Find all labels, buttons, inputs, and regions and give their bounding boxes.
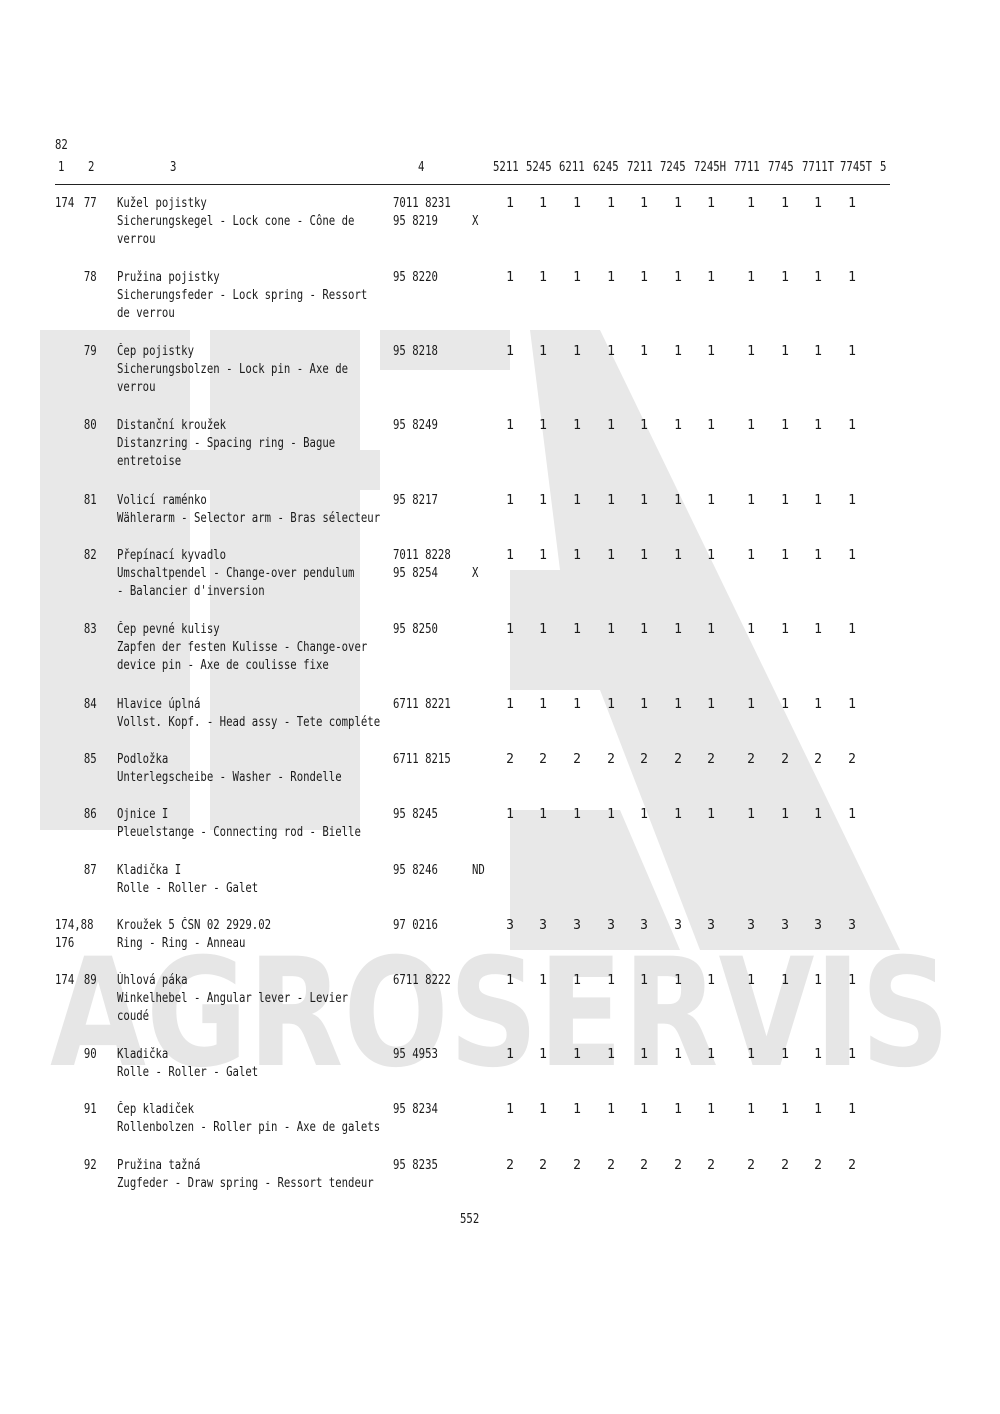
model-header: 7711 <box>734 160 760 175</box>
group-number: 174 <box>55 196 75 211</box>
quantity-cell: 2 <box>573 1158 581 1173</box>
quantity-cell: 1 <box>747 1047 755 1062</box>
column-header-2: 2 <box>88 160 95 175</box>
quantity-cell: 1 <box>814 548 822 563</box>
part-number: 6711 8222 <box>393 973 451 988</box>
part-name-translations-cont: coudé <box>117 1009 150 1024</box>
quantity-cell: 1 <box>640 270 648 285</box>
part-number: 95 8245 <box>393 807 438 822</box>
quantity-cell: 1 <box>640 418 648 433</box>
table-row <box>0 547 1000 607</box>
quantity-cell: 1 <box>640 1102 648 1117</box>
quantity-cell: 1 <box>747 270 755 285</box>
part-number: 95 8217 <box>393 493 438 508</box>
part-number: 95 8234 <box>393 1102 438 1117</box>
position-number: 84 <box>84 697 97 712</box>
quantity-cell: 2 <box>781 1158 789 1173</box>
part-name-czech: Pružina tažná <box>117 1158 201 1173</box>
quantity-cell: 1 <box>747 697 755 712</box>
quantity-cell: 1 <box>506 973 514 988</box>
quantity-cell: 1 <box>607 973 615 988</box>
quantity-cell: 1 <box>707 418 715 433</box>
quantity-cell: 1 <box>781 344 789 359</box>
quantity-cell: 1 <box>506 196 514 211</box>
quantity-cell: 1 <box>781 973 789 988</box>
quantity-cell: 1 <box>539 622 547 637</box>
position-number: 92 <box>84 1158 97 1173</box>
quantity-cell: 1 <box>607 697 615 712</box>
quantity-cell: 2 <box>539 752 547 767</box>
table-row <box>0 195 1000 255</box>
quantity-cell: 1 <box>848 697 856 712</box>
quantity-cell: 1 <box>814 973 822 988</box>
part-name-czech: Volicí raménko <box>117 493 207 508</box>
part-number: 97 0216 <box>393 918 438 933</box>
quantity-cell: 1 <box>607 418 615 433</box>
quantity-cell: 1 <box>607 807 615 822</box>
header-rule <box>55 184 890 185</box>
part-number: 95 8246 <box>393 863 438 878</box>
quantity-cell: 1 <box>539 344 547 359</box>
position-number: 79 <box>84 344 97 359</box>
quantity-cell: 1 <box>573 697 581 712</box>
quantity-cell: 1 <box>573 493 581 508</box>
position-number: 91 <box>84 1102 97 1117</box>
quantity-cell: 1 <box>674 1102 682 1117</box>
quantity-cell: 1 <box>506 270 514 285</box>
quantity-cell: 1 <box>607 1047 615 1062</box>
quantity-cell: 1 <box>747 196 755 211</box>
quantity-cell: 1 <box>640 973 648 988</box>
part-name-translations: Unterlegscheibe - Washer - Rondelle <box>117 770 342 785</box>
quantity-cell: 2 <box>506 1158 514 1173</box>
table-row <box>0 1157 1000 1217</box>
model-header: 7245H <box>694 160 727 175</box>
quantity-cell: 1 <box>707 1047 715 1062</box>
quantity-cell: 1 <box>848 973 856 988</box>
quantity-cell: 2 <box>814 752 822 767</box>
quantity-cell: 1 <box>781 418 789 433</box>
quantity-cell: 3 <box>506 918 514 933</box>
quantity-cell: 1 <box>539 270 547 285</box>
part-name-translations: Rollenbolzen - Roller pin - Axe de galets <box>117 1120 381 1135</box>
table-row <box>0 343 1000 403</box>
part-note: X <box>472 214 479 229</box>
page-number-top: 82 <box>55 138 68 153</box>
position-number: 90 <box>84 1047 97 1062</box>
quantity-cell: 1 <box>747 973 755 988</box>
quantity-cell: 1 <box>814 1047 822 1062</box>
part-name-czech: Přepínací kyvadlo <box>117 548 227 563</box>
quantity-cell: 1 <box>573 973 581 988</box>
quantity-cell: 1 <box>506 1047 514 1062</box>
quantity-cell: 1 <box>781 1102 789 1117</box>
quantity-cell: 1 <box>707 622 715 637</box>
page-number-bottom: 552 <box>460 1212 480 1227</box>
part-name-czech: Čep pevné kulisy <box>117 622 220 637</box>
column-header-4: 4 <box>418 160 425 175</box>
quantity-cell: 1 <box>747 548 755 563</box>
quantity-cell: 3 <box>573 918 581 933</box>
part-name-czech: Distanční kroužek <box>117 418 227 433</box>
quantity-cell: 1 <box>674 973 682 988</box>
quantity-cell: 1 <box>814 697 822 712</box>
part-name-translations: Pleuelstange - Connecting rod - Bielle <box>117 825 361 840</box>
quantity-cell: 1 <box>607 1102 615 1117</box>
quantity-cell: 1 <box>707 548 715 563</box>
quantity-cell: 1 <box>607 548 615 563</box>
part-number: 95 8220 <box>393 270 438 285</box>
part-name-translations: Zugfeder - Draw spring - Ressort tendeur <box>117 1176 374 1191</box>
quantity-cell: 1 <box>848 344 856 359</box>
quantity-cell: 1 <box>707 697 715 712</box>
quantity-cell: 1 <box>640 344 648 359</box>
part-number: 7011 8231 <box>393 196 451 211</box>
quantity-cell: 1 <box>573 344 581 359</box>
part-name-translations-cont: - Balancier d'inversion <box>117 584 265 599</box>
part-name-czech: Kladička <box>117 1047 169 1062</box>
quantity-cell: 1 <box>607 196 615 211</box>
quantity-cell: 1 <box>814 1102 822 1117</box>
part-name-translations: Ring - Ring - Anneau <box>117 936 246 951</box>
quantity-cell: 3 <box>781 918 789 933</box>
quantity-cell: 1 <box>607 344 615 359</box>
quantity-cell: 3 <box>674 918 682 933</box>
quantity-cell: 1 <box>781 493 789 508</box>
quantity-cell: 1 <box>573 418 581 433</box>
table-row <box>0 492 1000 552</box>
part-name-czech: Podložka <box>117 752 169 767</box>
quantity-cell: 1 <box>539 418 547 433</box>
part-name-translations-cont: device pin - Axe de coulisse fixe <box>117 658 329 673</box>
quantity-cell: 2 <box>607 752 615 767</box>
part-name-translations: Sicherungsfeder - Lock spring - Ressort <box>117 288 368 303</box>
part-number-alt: 95 8254 <box>393 566 438 581</box>
model-header: 7745T <box>840 160 873 175</box>
column-header-5: 5 <box>880 160 887 175</box>
quantity-cell: 1 <box>781 270 789 285</box>
model-header: 5245 <box>526 160 552 175</box>
quantity-cell: 3 <box>539 918 547 933</box>
table-row <box>0 417 1000 477</box>
quantity-cell: 1 <box>506 622 514 637</box>
table-row <box>0 696 1000 756</box>
quantity-cell: 1 <box>814 622 822 637</box>
quantity-cell: 1 <box>848 196 856 211</box>
quantity-cell: 1 <box>539 1047 547 1062</box>
quantity-cell: 1 <box>539 493 547 508</box>
quantity-cell: 1 <box>506 548 514 563</box>
quantity-cell: 1 <box>814 270 822 285</box>
group-number-line2: 176 <box>55 936 75 951</box>
part-name-translations-cont: verrou <box>117 380 156 395</box>
quantity-cell: 1 <box>707 344 715 359</box>
position-number: 80 <box>84 418 97 433</box>
quantity-cell: 1 <box>674 1047 682 1062</box>
quantity-cell: 1 <box>539 196 547 211</box>
quantity-cell: 2 <box>747 1158 755 1173</box>
quantity-cell: 2 <box>640 1158 648 1173</box>
quantity-cell: 1 <box>848 1047 856 1062</box>
quantity-cell: 1 <box>781 548 789 563</box>
position-number: 78 <box>84 270 97 285</box>
quantity-cell: 2 <box>674 1158 682 1173</box>
quantity-cell: 1 <box>848 548 856 563</box>
table-row <box>0 862 1000 922</box>
quantity-cell: 1 <box>747 493 755 508</box>
quantity-cell: 1 <box>506 1102 514 1117</box>
part-name-czech: Úhlová páka <box>117 973 188 988</box>
part-number: 95 8235 <box>393 1158 438 1173</box>
quantity-cell: 1 <box>781 1047 789 1062</box>
quantity-cell: 1 <box>747 807 755 822</box>
column-header-3: 3 <box>170 160 177 175</box>
model-header: 7745 <box>768 160 794 175</box>
quantity-cell: 1 <box>814 418 822 433</box>
part-number-alt: 95 8219 <box>393 214 438 229</box>
part-number: 95 4953 <box>393 1047 438 1062</box>
quantity-cell: 1 <box>607 493 615 508</box>
quantity-cell: 1 <box>848 622 856 637</box>
position-number: 81 <box>84 493 97 508</box>
quantity-cell: 1 <box>747 622 755 637</box>
quantity-cell: 1 <box>707 973 715 988</box>
part-name-translations: Zapfen der festen Kulisse - Change-over <box>117 640 368 655</box>
quantity-cell: 1 <box>539 548 547 563</box>
quantity-cell: 1 <box>640 807 648 822</box>
quantity-cell: 2 <box>674 752 682 767</box>
quantity-cell: 3 <box>607 918 615 933</box>
quantity-cell: 3 <box>848 918 856 933</box>
quantity-cell: 1 <box>506 418 514 433</box>
quantity-cell: 1 <box>674 548 682 563</box>
quantity-cell: 2 <box>848 1158 856 1173</box>
quantity-cell: 1 <box>539 697 547 712</box>
table-row <box>0 269 1000 329</box>
quantity-cell: 2 <box>539 1158 547 1173</box>
quantity-cell: 1 <box>707 493 715 508</box>
part-name-translations: Distanzring - Spacing ring - Bague <box>117 436 336 451</box>
table-row <box>0 621 1000 681</box>
table-row <box>0 917 1000 977</box>
quantity-cell: 1 <box>781 697 789 712</box>
part-name-translations-cont: entretoise <box>117 454 182 469</box>
part-number: 7011 8228 <box>393 548 451 563</box>
quantity-cell: 1 <box>674 622 682 637</box>
quantity-cell: 1 <box>573 1102 581 1117</box>
table-row <box>0 1101 1000 1161</box>
quantity-cell: 1 <box>640 548 648 563</box>
quantity-cell: 1 <box>781 807 789 822</box>
quantity-cell: 1 <box>573 548 581 563</box>
quantity-cell: 1 <box>814 344 822 359</box>
quantity-cell: 1 <box>640 196 648 211</box>
part-name-translations: Wählerarm - Selector arm - Bras sélecteur <box>117 511 381 526</box>
quantity-cell: 1 <box>506 697 514 712</box>
quantity-cell: 1 <box>747 344 755 359</box>
model-header: 7245 <box>660 160 686 175</box>
position-number: 85 <box>84 752 97 767</box>
quantity-cell: 1 <box>573 807 581 822</box>
quantity-cell: 1 <box>707 270 715 285</box>
part-name-czech: Čep pojistky <box>117 344 195 359</box>
position-number: 89 <box>84 973 97 988</box>
part-name-translations: Rolle - Roller - Galet <box>117 881 259 896</box>
part-name-translations-cont: de verrou <box>117 306 175 321</box>
part-name-czech: Hlavice úplná <box>117 697 201 712</box>
group-number: 174 <box>55 973 75 988</box>
quantity-cell: 1 <box>573 270 581 285</box>
model-header: 7211 <box>627 160 653 175</box>
quantity-cell: 1 <box>674 807 682 822</box>
position-number: 82 <box>84 548 97 563</box>
quantity-cell: 2 <box>747 752 755 767</box>
quantity-cell: 1 <box>640 622 648 637</box>
quantity-cell: 3 <box>814 918 822 933</box>
quantity-cell: 1 <box>814 493 822 508</box>
quantity-cell: 1 <box>674 493 682 508</box>
table-row <box>0 972 1000 1032</box>
part-name-translations: Sicherungsbolzen - Lock pin - Axe de <box>117 362 349 377</box>
quantity-cell: 2 <box>848 752 856 767</box>
quantity-cell: 3 <box>707 918 715 933</box>
quantity-cell: 1 <box>674 418 682 433</box>
quantity-cell: 2 <box>707 1158 715 1173</box>
part-name-czech: Ojnice I <box>117 807 169 822</box>
position-number: 83 <box>84 622 97 637</box>
quantity-cell: 1 <box>814 196 822 211</box>
table-row <box>0 806 1000 866</box>
quantity-cell: 2 <box>506 752 514 767</box>
quantity-cell: 1 <box>747 1102 755 1117</box>
quantity-cell: 1 <box>707 1102 715 1117</box>
quantity-cell: 1 <box>640 493 648 508</box>
quantity-cell: 1 <box>674 196 682 211</box>
part-number: 6711 8215 <box>393 752 451 767</box>
position-number: 86 <box>84 807 97 822</box>
part-note: X <box>472 566 479 581</box>
quantity-cell: 1 <box>848 807 856 822</box>
quantity-cell: 1 <box>607 270 615 285</box>
part-name-czech: Kroužek 5 ČSN 02 2929.02 <box>117 918 272 933</box>
position-number: 87 <box>84 863 97 878</box>
part-name-translations: Sicherungskegel - Lock cone - Cône de <box>117 214 355 229</box>
part-name-czech: Čep kladiček <box>117 1102 195 1117</box>
part-name-translations-cont: verrou <box>117 232 156 247</box>
quantity-cell: 1 <box>848 493 856 508</box>
model-header: 7711T <box>802 160 835 175</box>
model-header: 6245 <box>593 160 619 175</box>
quantity-cell: 1 <box>674 344 682 359</box>
quantity-cell: 1 <box>848 1102 856 1117</box>
quantity-cell: 1 <box>539 1102 547 1117</box>
part-number: 95 8250 <box>393 622 438 637</box>
quantity-cell: 2 <box>573 752 581 767</box>
quantity-cell: 1 <box>814 807 822 822</box>
quantity-cell: 2 <box>781 752 789 767</box>
quantity-cell: 1 <box>848 270 856 285</box>
quantity-cell: 3 <box>747 918 755 933</box>
part-number: 95 8249 <box>393 418 438 433</box>
column-header-1: 1 <box>58 160 65 175</box>
quantity-cell: 1 <box>747 418 755 433</box>
quantity-cell: 1 <box>539 807 547 822</box>
quantity-cell: 2 <box>640 752 648 767</box>
quantity-cell: 1 <box>674 697 682 712</box>
quantity-cell: 1 <box>573 196 581 211</box>
quantity-cell: 1 <box>848 418 856 433</box>
part-name-czech: Kladička I <box>117 863 182 878</box>
quantity-cell: 2 <box>707 752 715 767</box>
quantity-cell: 2 <box>814 1158 822 1173</box>
part-name-czech: Kužel pojistky <box>117 196 207 211</box>
quantity-cell: 3 <box>640 918 648 933</box>
part-name-translations: Vollst. Kopf. - Head assy - Tete compléte <box>117 715 381 730</box>
part-name-czech: Pružina pojistky <box>117 270 220 285</box>
quantity-cell: 1 <box>539 973 547 988</box>
table-row <box>0 751 1000 811</box>
position-number: 77 <box>84 196 97 211</box>
quantity-cell: 1 <box>640 1047 648 1062</box>
part-name-translations: Rolle - Roller - Galet <box>117 1065 259 1080</box>
part-name-translations: Umschaltpendel - Change-over pendulum <box>117 566 355 581</box>
quantity-cell: 1 <box>573 622 581 637</box>
quantity-cell: 1 <box>781 622 789 637</box>
quantity-cell: 1 <box>506 344 514 359</box>
quantity-cell: 1 <box>573 1047 581 1062</box>
quantity-cell: 1 <box>707 196 715 211</box>
watermark-text: AGROSERVIS <box>50 927 950 1100</box>
part-number: 6711 8221 <box>393 697 451 712</box>
model-header: 5211 <box>493 160 519 175</box>
part-name-translations: Winkelhebel - Angular lever - Levier <box>117 991 349 1006</box>
quantity-cell: 1 <box>607 622 615 637</box>
table-row <box>0 1046 1000 1106</box>
quantity-cell: 1 <box>781 196 789 211</box>
quantity-cell: 1 <box>707 807 715 822</box>
quantity-cell: 2 <box>607 1158 615 1173</box>
quantity-cell: 1 <box>506 807 514 822</box>
quantity-cell: 1 <box>506 493 514 508</box>
part-note: ND <box>472 863 485 878</box>
quantity-cell: 1 <box>640 697 648 712</box>
model-header: 6211 <box>559 160 585 175</box>
part-number: 95 8218 <box>393 344 438 359</box>
group-number: 174,88 <box>55 918 94 933</box>
quantity-cell: 1 <box>674 270 682 285</box>
